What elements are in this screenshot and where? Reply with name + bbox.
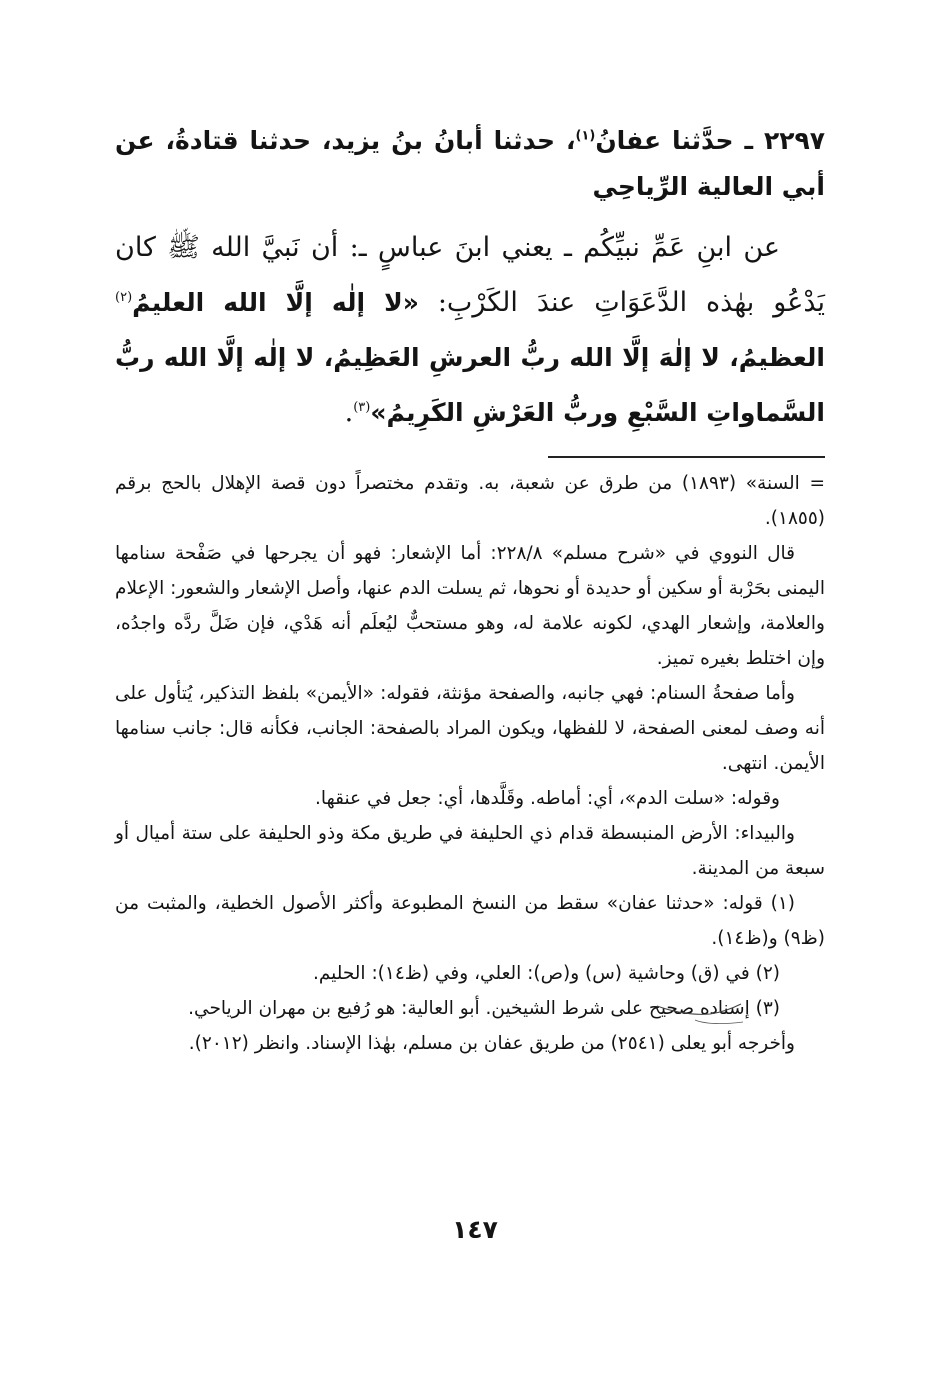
footnote-ref-1: (١) — [575, 128, 596, 144]
footnote-salt: وقوله: «سلت الدم»، أي: أماطه. وقَلَّدها، أي: جعل في عنقها. — [315, 788, 780, 809]
footnote-3: (٣) إسناده صحيح على شرط الشيخين. أبو العالية: هو رُفيع بن مهران الرياحي. — [188, 998, 780, 1019]
hadith-chain: ، حدثنا أبانُ بنُ يزيد، حدثنا قتادةُ، عن أبي العالية الرِّياحِي — [115, 126, 825, 201]
dua-text-2: العظيمُ، لا إلٰهَ إلَّا الله ربُّ العرشِ العَظِيمُ، لا إلٰه إلَّا الله ربُّ السَّماواتِ السَّبْعِ وربُّ العَرْشِ الكَرِيمُ» — [115, 343, 825, 427]
footnote-nawawi: قال النووي في «شرح مسلم» ٢٢٨/٨: أما الإشعار: فهو أن يجرحها في صَفْحة سنامها اليمنى بحَرْبة أو سكين أو حديدة أو نحوها، ثم يسلت الدم عنها، وأصل الإشعار والشعور: الإعلام والعلامة، وإشعار الهدي، لكونه علامة له، وهو مستحبٌّ ليُعلَم أنه هَدْي، فإن ضَلَّ ردَّه واجدُه، وإن اختلط بغيره تميز. — [115, 543, 825, 669]
footnote-3-continued: وأخرجه أبو يعلى (٢٥٤١) من طريق عفان بن مسلم، بهٰذا الإسناد. وانظر (٢٠١٢). — [188, 1033, 795, 1054]
pen-annotation-mark — [655, 1000, 745, 1030]
hadith-end-dot: . — [344, 397, 354, 428]
hadith-number-heading: ٢٢٩٧ ـ حدَّثنا عفانُ — [595, 126, 825, 155]
hadith-block — [115, 118, 825, 440]
hadith-text-intro: عن ابنِ عَمِّ نبيِّكُم ـ يعني ابنَ عباسٍ ـ: أن نَبيَّ الله ﷺ كان يَدْعُو بهٰذه الدَّعَوَاتِ عندَ الكَرْبِ: — [115, 232, 826, 318]
footnote-1: (١) قوله: «حدثنا عفان» سقط من النسخ المطبوعة وأكثر الأصول الخطية، والمثبت من (ظ٩) و(ظ١٤). — [115, 893, 825, 949]
footnote-2: (٢) في (ق) وحاشية (س) و(ص): العلي، وفي (ظ١٤): الحليم. — [312, 963, 780, 984]
footnote-separator — [548, 456, 825, 458]
hadith-isnad — [115, 118, 825, 210]
footnotes — [115, 466, 825, 1061]
footnote-safha: وأما صفحةُ السنام: فهي جانبه، والصفحة مؤنثة، فقوله: «الأيمن» بلفظ التذكير، يُتأول على أنه وصف لمعنى الصفحة، لا للفظها، ويكون المراد بالصفحة: الجانب، فكأنه قال: جانب سنامها الأيمن. انتهى. — [115, 683, 825, 774]
hadith-matn — [115, 220, 825, 440]
footnote-continuation: = السنة» (١٨٩٣) من طرق عن شعبة، به. وتقدم مختصراً دون قصة الإهلال بالحج برقم (١٨٥٥). — [115, 473, 825, 529]
footnote-baydaa: والبيداء: الأرض المنبسطة قدام ذي الحليفة في طريق مكة وذو الحليفة على ستة أميال أو سبعة من المدينة. — [115, 823, 825, 879]
footnote-ref-2: (٢) — [115, 290, 133, 305]
footnote-ref-3: (٣) — [353, 400, 371, 415]
dua-text-1: «لا إلٰه إلَّا الله العليمُ — [132, 288, 419, 317]
page-number: ١٤٧ — [452, 1215, 498, 1244]
